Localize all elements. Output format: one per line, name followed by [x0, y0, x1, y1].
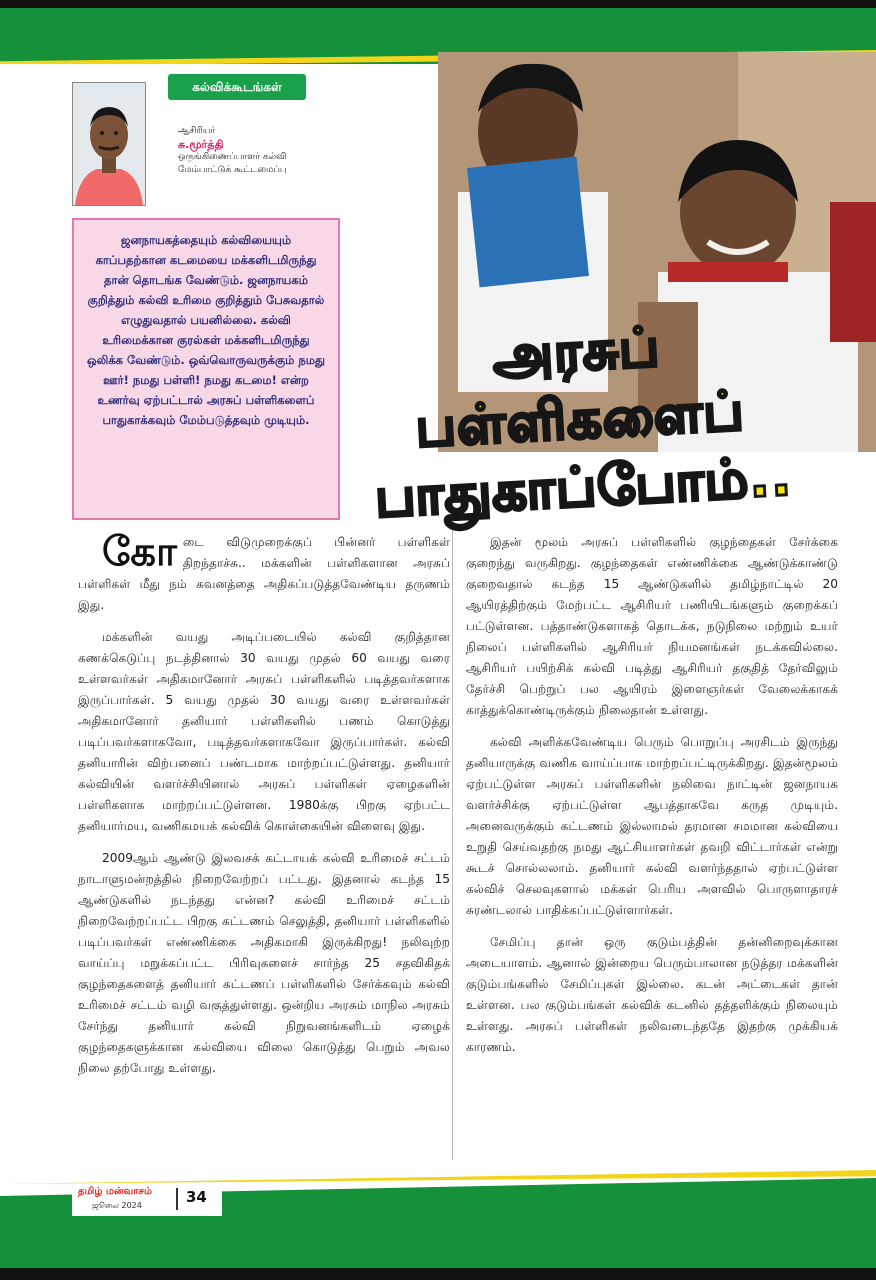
- pull-quote-text: ஜனநாயகத்தையும் கல்வியையும் காப்பதற்கான கடமையை மக்களிடமிருந்து தான் தொடங்க வேண்டும். ஜனநாயகம் குறித்தும் கல்வி உரிமை குறித்தும் பேசுவதால் எழுதுவதால் பயனில்லை. கல்வி உரிமைக்கான குரல்கள் மக்களிடமிருந்து ஒலிக்க வேண்டும். ஒவ்வொருவருக்கும் நமது ஊர்! நமது பள்ளி! நமது கடமை! என்ற உணர்வு ஏற்பட்டால் அரசுப் பள்ளிகளைப் பாதுகாக்கவும் மேம்படுத்தவும் முடியும்.: [86, 233, 326, 427]
- page-number: 34: [186, 1188, 207, 1206]
- footer-separator: [176, 1188, 178, 1210]
- author-name: சு.மூர்த்தி: [178, 138, 224, 151]
- article-column-right: [466, 532, 838, 1069]
- article-paragraph: மக்களின் வயது அடிப்படையில் கல்வி குறித்தான கணக்கெடுப்பு நடத்தினால் 30 வயது முதல் 60 வயது வரை உள்ளவர்கள் அதிகமானோர் அரசுப் பள்ளிகளில் படித்தவர்களாக இருப்பார்கள். 5 வயது முதல் 30 வயது வரை உள்ளவர்கள் அதிகமானோர் தனியார் பள்ளிகளில் பணம் கொடுத்து படிப்பவர்களாகவோ, படித்தவர்களாகவோ இருப்பார்கள். கல்வி தனியாரின் விற்பனைப் பண்டமாக மாற்றப்பட்டுள்ளது. தனியார் கல்வியின் வளர்ச்சியினால் அரசுப் பள்ளிகள் ஏழைகளின் பள்ளிகளாக மாற்றப்பட்டுள்ளன. 1980க்கு பிறகு ஏற்பட்ட தனியார்மய, வணிகமயக் கல்விக் கொள்கையின் விளைவு இது.: [78, 630, 450, 833]
- footer-date: ஜூலை 2024: [92, 1201, 142, 1210]
- author-info: [178, 125, 318, 177]
- drop-cap: கோ: [102, 529, 177, 575]
- section-tag: கல்விக்கூடங்கள்: [168, 74, 306, 100]
- article-column-left: [78, 529, 450, 1090]
- pull-quote: [72, 218, 340, 520]
- author-role: ஆசிரியர்: [178, 126, 216, 136]
- article-paragraph-text: டை விடுமுறைக்குப் பின்னர் பள்ளிகள் திறந்தாச்சு.. மக்களின் பள்ளிகளான அரசுப் பள்ளிகள் மீது நம் கவனத்தை அதிகப்படுத்தவேண்டிய தருணம் இது.: [78, 535, 450, 612]
- author-affiliation: ஒருங்கிணைப்பாளர் கல்வி மேம்பாட்டுக் கூட்டமைப்பு: [178, 152, 287, 175]
- headline-line-1: அரசுப் பள்ளிகளைப்: [413, 315, 746, 460]
- author-photo: [72, 82, 146, 206]
- author-photo-illustration: [73, 83, 145, 205]
- footer-magazine-logo: தமிழ் மன்வாசம்: [78, 1186, 153, 1197]
- article-paragraph: சேமிப்பு தான் ஒரு குடும்பத்தின் தன்னிறைவுக்கான அடையாளம். ஆனால் இன்றைய பெரும்பாலான நடுத்தர மக்களின் குடும்பங்களில் சேமிப்புகள் இல்லை. கடன் அட்டைகள் தான் உள்ளன. பல குடும்பங்கள் கல்விக் கடனில் தத்தளிக்கும் நிலையும் உள்ளது. அரசுப் பள்ளிகள் நலிவடைந்ததே இதற்கு முக்கியக் காரணம்.: [466, 935, 838, 1054]
- article-paragraph: 2009ஆம் ஆண்டு இலவசக் கட்டாயக் கல்வி உரிமைச் சட்டம் நாடாளுமன்றத்தில் நிறைவேற்றப் பட்டது. இதனால் கடந்த 15 ஆண்டுகளில் நடந்தது என்ன? கல்வி உரிமைச் சட்டம் நிறைவேற்றப்பட்ட பிறகு கட்டணம் செலுத்தி, தனியார் பள்ளிகளில் படிப்பவர்கள் எண்ணிக்கை அதிகமாகி இருக்கிறது! நலிவுற்ற வாய்ப்பு மறுக்கப்பட்ட பிரிவுகளைச் சார்ந்த 25 சதவிகிதக் குழந்தைகளைத் தனியார் கட்டணப் பள்ளிகளில் சேர்க்கவும் கல்வி உரிமைச் சட்டம் வழி வகுத்துள்ளது. ஒன்றிய அரசும் மாநில அரசும் சேர்ந்து தனியார் கல்வி நிறுவனங்களிடம் ஏழைக் குழந்தைகளுக்கான கல்வியை விலை கொடுத்து பெறும் அவல நிலை தற்போது உள்ளது.: [78, 851, 450, 1075]
- headline-line-2: பாதுகாப்போம்..: [373, 444, 794, 530]
- article-paragraph: இதன் மூலம் அரசுப் பள்ளிகளில் குழந்தைகள் சேர்க்கை குறைந்து வருகிறது. குழந்தைகள் எண்ணிக்கை ஆண்டுக்காண்டு குறைவதால் கடந்த 15 ஆண்டுகளில் தமிழ்நாட்டில் 20 ஆயிரத்திற்கும் மேற்பட்ட ஆசிரியர் பணியிடங்களும் குறைக்கப் பட்டுள்ளன. பத்தாண்டுகளாகத் தொடக்க, நடுநிலை மற்றும் உயர் நிலைப் பள்ளிகளில் ஆசிரியர் நியமனங்கள் நடக்கவில்லை. ஆசிரியர் பயிற்சிக் கல்வி படித்து ஆசிரியர் தகுதித் தேர்விலும் தேர்ச்சி பெற்றுப் பல ஆயிரம் இளைஞர்கள் வேலைக்காகக் காத்துக்கொண்டிருக்கும் நிலைதான் உள்ளது.: [466, 535, 838, 717]
- headline: [340, 305, 820, 533]
- article-paragraph: கல்வி அளிக்கவேண்டிய பெரும் பொறுப்பு அரசிடம் இருந்து தனியாருக்கு வணிக வாய்ப்பாக மாற்றப்பட்டிருக்கிறது. இதன்மூலம் ஏற்பட்டுள்ள அரசுப் பள்ளிகளின் நலிவை நாட்டின் ஜனநாயக வளர்ச்சிக்கு ஏற்பட்டுள்ள ஆபத்தாகவே கருத முடியும். அனைவருக்கும் கட்டணம் இல்லாமல் தரமான சமமான கல்வியை உறுதி செய்வதற்கு நமது ஆட்சியாளர்கள் தவறி விட்டார்கள் என்று கூடச் சொல்லலாம். தனியார் கல்வி வளர்ந்ததால் ஏற்பட்டுள்ள கல்விச் செலவுகளால் மக்கள் பெரிய அளவில் பொருளாதாரச் சுரண்டலால் பாதிக்கப்பட்டுள்ளார்கள்.: [466, 735, 838, 917]
- top-border: [0, 0, 876, 8]
- bottom-border: [0, 1268, 876, 1280]
- column-divider: [452, 530, 453, 1160]
- article-paragraph: [78, 529, 450, 616]
